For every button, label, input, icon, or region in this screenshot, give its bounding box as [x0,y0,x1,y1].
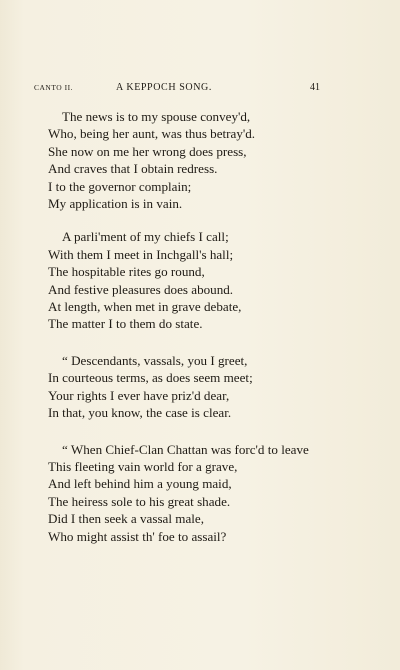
poem-body [48,108,348,545]
verse-line: In courteous terms, as does seem meet; [48,370,253,386]
stanza-1 [48,108,348,212]
stanza-gap [48,333,348,352]
verse-line: “ Descendants, vassals, you I greet, [62,352,248,368]
verse-line: Your rights I ever have priz'd dear, [48,387,230,403]
verse-line: The heiress sole to his great shade. [48,493,231,509]
verse-line: Who might assist th' foe to assail? [48,528,227,544]
verse-line: A parli'ment of my chiefs I call; [62,229,229,245]
verse-line: The hospitable rites go round, [48,264,205,280]
verse-line: At length, when met in grave debate, [48,299,242,315]
verse-line: The news is to my spouse convey'd, [62,109,251,124]
verse-line: This fleeting vain world for a grave, [48,458,238,474]
verse-line: The matter I to them do state. [48,316,203,332]
page-number: 41 [310,82,320,93]
verse-line: She now on me her wrong does press, [48,143,247,159]
stanza-gap [48,422,348,441]
stanza-4 [48,441,348,545]
stanza-gap [48,212,348,228]
verse-line: “ When Chief-Clan Chattan was forc'd to leave [62,441,309,457]
stanza-2 [48,228,348,332]
verse-line: With them I meet in Inchgall's hall; [48,246,234,262]
verse-line: And left behind him a young maid, [48,476,232,492]
running-title: A KEPPOCH SONG. [116,82,212,93]
stanza-3 [48,352,348,422]
verse-line: My application is in vain. [48,196,183,212]
verse-line: In that, you know, the case is clear. [48,405,232,421]
verse-line: And craves that I obtain redress. [48,161,218,177]
running-header [34,82,320,96]
verse-line: Did I then seek a vassal male, [48,511,204,527]
verse-line: And festive pleasures does abound. [48,281,234,297]
verse-line: I to the governor complain; [48,178,192,194]
verse-line: Who, being her aunt, was thus betray'd. [48,126,256,142]
canto-label: CANTO II. [34,83,73,92]
